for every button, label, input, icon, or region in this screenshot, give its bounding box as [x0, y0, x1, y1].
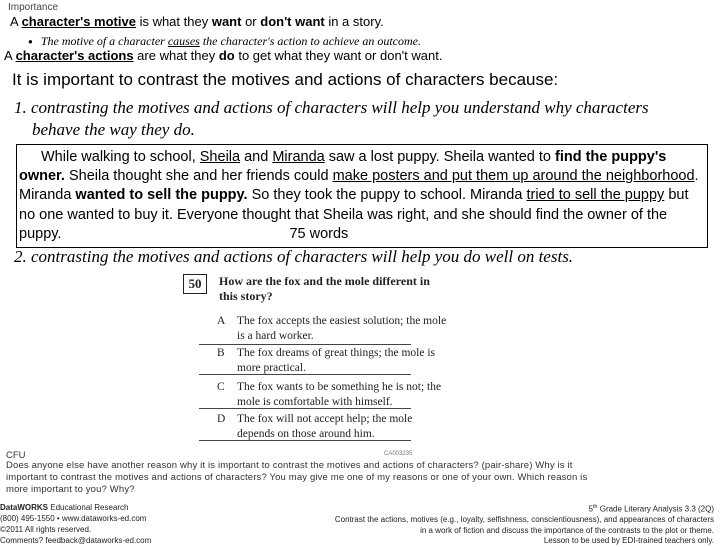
- reason-one: 1. contrasting the motives and actions of characters will help you understand why characters behave the way they do.: [14, 98, 649, 139]
- importance-heading: It is important to contrast the motives and actions of characters because:: [12, 70, 559, 89]
- divider: [199, 374, 411, 375]
- divider: [199, 344, 411, 345]
- reason-two: 2. contrasting the motives and actions of characters will help you do well on tests.: [14, 247, 574, 266]
- question-number: 50: [183, 274, 207, 294]
- publisher-info: DataWORKS Educational Research (800) 495-1550 • www.dataworks-ed.com ©2011 All rights reserved. Comments? feedback@dataworks-ed.com: [0, 503, 152, 545]
- actions-definition: A character's actions are what they do to get what they want or don't want.: [4, 48, 443, 63]
- item-code: CA003235: [384, 451, 413, 457]
- story-passage: While walking to school, Sheila and Miranda saw a lost puppy. Sheila wanted to find the puppy's owner. Sheila thought she and her friends could make posters and put them up around the neighborhood. Miranda wanted to sell the puppy. So they took the puppy to school. Miranda tried to sell the puppy but no one wanted to buy it. Everyone thought that Sheila was right, and she should find the owner of the puppy. 75 words: [19, 149, 699, 242]
- test-item: 50 How are the fox and the mole different in this story? A The fox accepts the easiest solution; the mole is a hard worker. B The fox dreams of great things; the mole is more practical. C The fox wants to be something he is not; the mole is comfortable with himself. D The fox will not accept help; the mole depends on those around him.: [183, 274, 451, 444]
- cfu-label: CFU: [6, 450, 26, 461]
- motive-definition: A character's motive is what they want or don't want in a story.: [10, 14, 384, 29]
- section-label: Importance: [8, 2, 59, 13]
- bullet-icon: ●: [28, 37, 33, 46]
- word-count: 75 words: [289, 225, 349, 242]
- motive-bullet: ● The motive of a character causes the character's action to achieve an outcome.: [28, 34, 421, 48]
- divider: [199, 408, 411, 409]
- cfu-questions: Does anyone else have another reason why it is important to contrast the motives and actions of characters? (pair-share) Why is it important to contrast the motives and actions of characters? You may give me one of my reasons or one of your own. Which reason is more important to you? Why?: [6, 460, 588, 495]
- lesson-info: 5th Grade Literary Analysis 3.3 (2Q) Contrast the actions, motives (e.g., loyalty, selfishness, conscientiousness), and appearances of characters in a work of fiction and discuss the importance of the contrasts to the plot or theme. Lesson to be used by EDI-trained teachers only.: [334, 504, 714, 546]
- question-text: How are the fox and the mole different in this story?: [219, 274, 430, 303]
- publisher-logo: DataWORKS: [0, 503, 49, 512]
- divider: [199, 440, 411, 441]
